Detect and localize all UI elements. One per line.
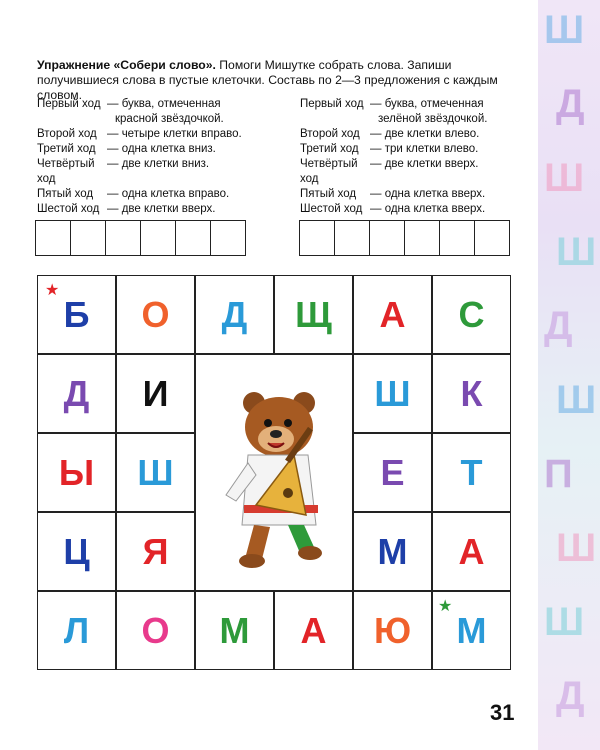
step-name: Второй ход bbox=[300, 128, 360, 140]
grid-letter-cell: Я bbox=[116, 512, 195, 591]
left-step-4 bbox=[37, 157, 242, 187]
step-description: — две клетки вверх. bbox=[107, 203, 216, 215]
bear-with-balalaika-illustration bbox=[195, 354, 353, 591]
grid-letter-cell: Т bbox=[432, 433, 511, 512]
grid-letter-cell: Л bbox=[37, 591, 116, 670]
answer-cell[interactable] bbox=[106, 221, 141, 255]
step-description: — две клетки вниз. bbox=[107, 158, 210, 170]
answer-cell[interactable] bbox=[475, 221, 509, 255]
grid-letter-cell: А bbox=[353, 275, 432, 354]
grid-letter-cell: О bbox=[116, 275, 195, 354]
left-step-1-cont bbox=[37, 112, 242, 127]
grid-letter-cell: М bbox=[195, 591, 274, 670]
decorative-letter-strip bbox=[538, 0, 600, 750]
step-description: — одна клетка вправо. bbox=[107, 188, 230, 200]
answer-cell[interactable] bbox=[141, 221, 176, 255]
right-step-6 bbox=[300, 202, 487, 217]
answer-cell[interactable] bbox=[176, 221, 211, 255]
step-description: — буква, отмеченная bbox=[107, 98, 221, 110]
answer-cell[interactable] bbox=[405, 221, 440, 255]
step-description: — две клетки вверх. bbox=[370, 158, 479, 170]
grid-letter-cell: Ш bbox=[116, 433, 195, 512]
right-step-4 bbox=[300, 157, 487, 187]
red-star-icon: ★ bbox=[45, 282, 60, 299]
steps-list-left bbox=[37, 97, 242, 217]
strip-letter: Ш bbox=[544, 600, 585, 644]
step-description-continued: красной звёздочкой. bbox=[115, 113, 224, 125]
grid-letter-cell: Ц bbox=[37, 512, 116, 591]
grid-letter-cell: Ш bbox=[353, 354, 432, 433]
step-description: — две клетки влево. bbox=[370, 128, 480, 140]
answer-cell[interactable] bbox=[300, 221, 335, 255]
step-name: Четвёртый ход bbox=[300, 158, 358, 185]
strip-letter: Д bbox=[544, 304, 573, 348]
grid-letter-cell: С bbox=[432, 275, 511, 354]
grid-letter-cell: Б bbox=[37, 275, 116, 354]
answer-boxes-word-1 bbox=[35, 220, 246, 256]
grid-letter-cell: Ю bbox=[353, 591, 432, 670]
spacer bbox=[300, 112, 370, 127]
step-name: Третий ход bbox=[37, 143, 96, 155]
strip-letter: Ш bbox=[556, 526, 597, 570]
page-number: 31 bbox=[490, 700, 515, 725]
step-description: — четыре клетки вправо. bbox=[107, 128, 242, 140]
grid-letter-cell: К bbox=[432, 354, 511, 433]
right-step-1 bbox=[300, 97, 487, 112]
step-name: Третий ход bbox=[300, 143, 359, 155]
step-name: Четвёртый ход bbox=[37, 158, 95, 185]
step-description-continued: зелёной звёздочкой. bbox=[378, 113, 488, 125]
right-step-5 bbox=[300, 187, 487, 202]
step-name: Шестой ход bbox=[37, 203, 100, 215]
left-step-2 bbox=[37, 127, 242, 142]
step-description: — одна клетка вверх. bbox=[370, 203, 486, 215]
right-step-2 bbox=[300, 127, 487, 142]
answer-cell[interactable] bbox=[440, 221, 475, 255]
strip-letter: Ш bbox=[544, 156, 585, 200]
right-step-1-cont bbox=[300, 112, 487, 127]
answer-cell[interactable] bbox=[36, 221, 71, 255]
left-step-3 bbox=[37, 142, 242, 157]
answer-cell[interactable] bbox=[211, 221, 245, 255]
strip-letter: Д bbox=[556, 674, 585, 718]
strip-letter: Ш bbox=[544, 8, 585, 52]
steps-list-right bbox=[300, 97, 487, 217]
grid-letter-cell: Щ bbox=[274, 275, 353, 354]
green-star-icon: ★ bbox=[438, 598, 453, 615]
step-name: Второй ход bbox=[37, 128, 97, 140]
strip-letter: П bbox=[544, 452, 573, 496]
strip-letter: Ш bbox=[556, 230, 597, 274]
grid-letter-cell: И bbox=[116, 354, 195, 433]
step-description: — одна клетка вверх. bbox=[370, 188, 486, 200]
answer-cell[interactable] bbox=[71, 221, 106, 255]
grid-letter-cell: Д bbox=[195, 275, 274, 354]
grid-letter-cell: Ы bbox=[37, 433, 116, 512]
exercise-text: Помоги Мишутке собрать слова. Запиши получившиеся слова в пустые клеточки. Составь по 2—3 предложения с каждым словом. bbox=[37, 58, 498, 102]
grid-letter-cell: О bbox=[116, 591, 195, 670]
step-description: — буква, отмеченная bbox=[370, 98, 484, 110]
left-step-1 bbox=[37, 97, 242, 112]
letter-grid bbox=[37, 275, 511, 670]
grid-letter-cell: Д bbox=[37, 354, 116, 433]
step-description: — одна клетка вниз. bbox=[107, 143, 216, 155]
step-name: Первый ход bbox=[37, 98, 101, 110]
grid-letter-cell: А bbox=[432, 512, 511, 591]
step-description: — три клетки влево. bbox=[370, 143, 479, 155]
left-step-5 bbox=[37, 187, 242, 202]
strip-letter: Ш bbox=[556, 378, 597, 422]
strip-letter: Д bbox=[556, 82, 585, 126]
step-name: Пятый ход bbox=[37, 188, 94, 200]
answer-boxes-word-2 bbox=[299, 220, 510, 256]
step-name: Первый ход bbox=[300, 98, 364, 110]
step-name: Пятый ход bbox=[300, 188, 357, 200]
grid-letter-cell: А bbox=[274, 591, 353, 670]
answer-cell[interactable] bbox=[370, 221, 405, 255]
left-step-6 bbox=[37, 202, 242, 217]
exercise-title: Упражнение «Собери слово». bbox=[37, 58, 216, 72]
grid-letter-cell: М bbox=[353, 512, 432, 591]
spacer bbox=[37, 112, 107, 127]
right-step-3 bbox=[300, 142, 487, 157]
step-name: Шестой ход bbox=[300, 203, 363, 215]
answer-cell[interactable] bbox=[335, 221, 370, 255]
grid-letter-cell: Е bbox=[353, 433, 432, 512]
grid-letter-cell: М bbox=[432, 591, 511, 670]
